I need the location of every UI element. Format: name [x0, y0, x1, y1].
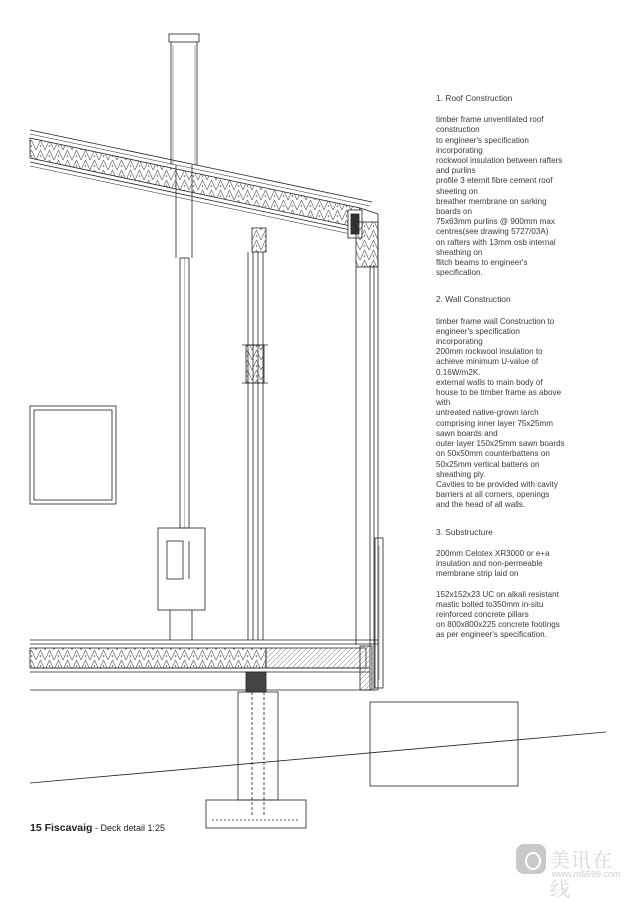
note-heading: 3. Substructure: [436, 526, 493, 537]
roof-assembly: [30, 130, 378, 265]
chimney-flue: [169, 34, 199, 528]
floor-assembly: [30, 640, 378, 690]
glazing-mullion: [242, 228, 268, 640]
note-heading: 2. Wall Construction: [436, 294, 511, 305]
wall-assembly: [356, 222, 383, 690]
adjacent-structure: [370, 702, 518, 786]
background-window: [30, 406, 116, 504]
watermark-text: 美讯在线: [550, 850, 613, 901]
wall-construction-note: [436, 294, 586, 510]
specification-notes: [436, 93, 586, 641]
wood-stove: [158, 528, 205, 640]
watermark: [516, 842, 626, 901]
caption-subtitle: - Deck detail 1:25: [92, 823, 166, 833]
note-body: timber frame wall Construction to engineer's specification incorporating 200mm rockwool insulation to achieve minimum U-value of 0.16W/m2K. external walls to main body of house to be timber frame as above with untreated native-grown larch comprising inner layer 75x25mm sawn boards and outer layer 150x25mm sawn boards on 50x50mm counterbattens on 50x25mm vertical battens on sheathing ply. Cavities to be provided with cavity barriers at all corners, openings and the head of all walls.: [436, 316, 565, 510]
ground-line: [30, 732, 606, 783]
roof-construction-note: [436, 93, 586, 278]
caption-title: 15 Fiscavaig: [30, 822, 93, 834]
substructure-note: [436, 527, 586, 641]
note-heading: 1. Roof Construction: [436, 93, 513, 103]
note-body: timber frame unventilated roof construction to engineer's specification incorporating rockwool insulation between rafters and purlins profile 3 eternit fibre cement roof sheeting on breather membrane on sarking boards on 75x63mm purlins @ 900mm max centres(see drawing 5727/03A) on rafters with 13mm osb internal sheathing on flitch beams to engineer's specification.: [436, 115, 563, 278]
drawing-caption: [30, 822, 165, 834]
note-body: 200mm Celotex XR3000 or e+a insulation and non-permeable membrane strip laid on 152x152x23 UC on alkali resistant mastic bolted to350mm in-situ reinforced concrete pillars on 800x800x225 concrete footings as per engineer's specification.: [436, 548, 560, 640]
watermark-url: www.m6699.com: [552, 869, 621, 879]
logo-icon: [516, 844, 546, 874]
pillar-footing: [206, 672, 306, 828]
